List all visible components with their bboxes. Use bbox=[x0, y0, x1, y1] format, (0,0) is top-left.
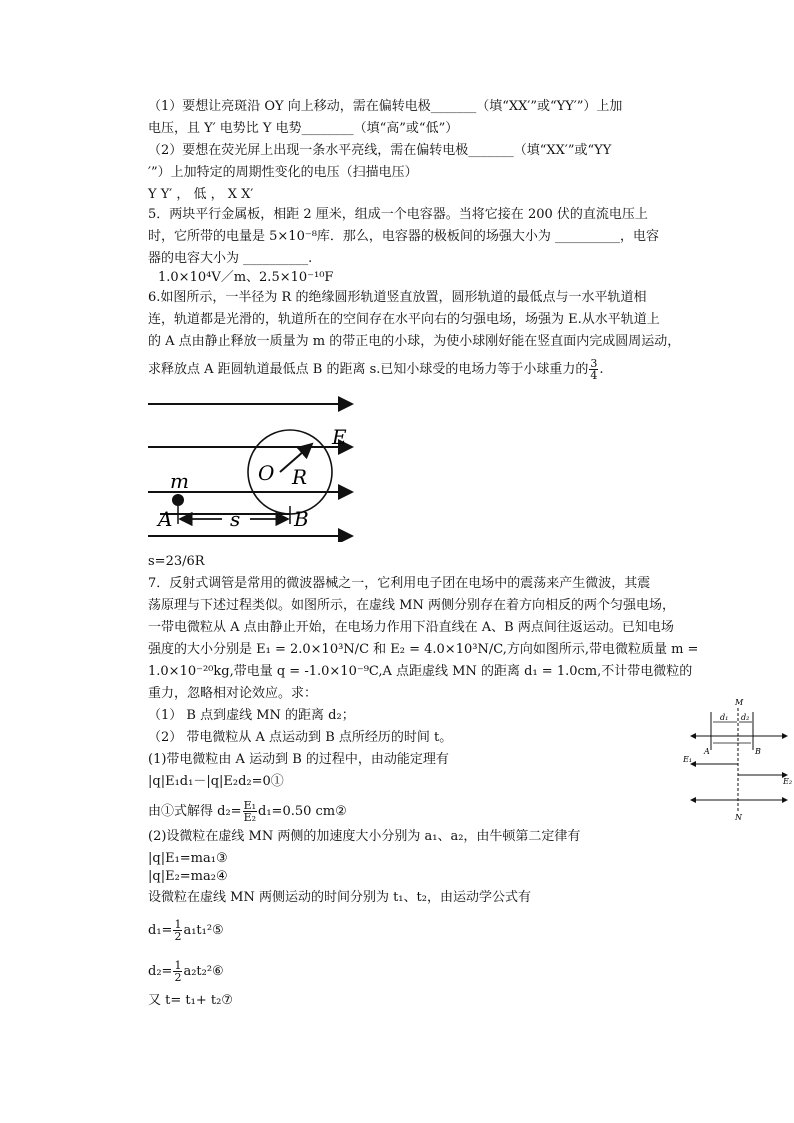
q7-sol3: 设微粒在虚线 MN 两侧运动的时间分别为 t₁、t₂，由运动学公式有 bbox=[148, 890, 531, 905]
q7-line4: 强度的大小分别是 E₁ = 2.0×10³N/C 和 E₂ = 4.0×10³N/C,方向如图所示,带电微粒质量 m = bbox=[148, 642, 699, 657]
q5-line3: 器的电容大小为 __________. bbox=[148, 251, 313, 266]
q-parta-answer: Y Y′ ， 低 ， X X′ bbox=[148, 187, 254, 202]
fraction-denominator: 2 bbox=[174, 930, 182, 943]
fraction-denominator: 4 bbox=[590, 369, 598, 382]
label-E: E bbox=[332, 425, 347, 449]
label-m: m bbox=[170, 469, 189, 493]
label-A: A bbox=[158, 507, 173, 531]
q-parta-line4: ′”）上加特定的周期性变化的电压（扫描电压） bbox=[148, 165, 418, 180]
eq5-prefix: d₁= bbox=[148, 923, 173, 938]
eq5-suffix: a₁t₁²⑤ bbox=[183, 923, 224, 938]
q6-line1: 6.如图所示，一半径为 R 的绝缘圆形轨道竖直放置，圆形轨道的最低点与一水平轨道相 bbox=[148, 290, 647, 305]
label-d1: d₁ bbox=[720, 713, 729, 722]
label-O: O bbox=[258, 461, 275, 485]
q7-eq1: |q|E₁d₁－|q|E₂d₂=0① bbox=[148, 774, 284, 789]
label-E2: E₂ bbox=[783, 777, 793, 786]
eq2-suffix: d₁=0.50 cm② bbox=[258, 804, 347, 819]
q6-line4 bbox=[148, 358, 604, 381]
q7-eq4: |q|E₂=ma₂④ bbox=[148, 869, 228, 884]
q-parta-line2: 电压，且 Y′ 电势比 Y 电势________（填“高”或“低”） bbox=[148, 121, 459, 136]
q6-answer: s=23/6R bbox=[148, 554, 205, 569]
q5-line1: 5．两块平行金属板，相距 2 厘米，组成一个电容器。当将它接在 200 伏的直流电压上 bbox=[148, 207, 648, 222]
q5-line2: 时，它所带的电量是 5×10⁻⁸库．那么，电容器的极板间的场强大小为 __________，电容 bbox=[148, 229, 660, 244]
q7-eq3: |q|E₁=ma₁③ bbox=[148, 851, 228, 866]
label-A: A bbox=[704, 747, 710, 756]
q7-line1: 7．反射式调管是常用的微波器械之一，它利用电子团在电场中的震荡来产生微波，其震 bbox=[148, 576, 651, 591]
fraction-three-quarters bbox=[589, 358, 598, 381]
q7-line5: 1.0×10⁻²⁰kg,带电量 q = -1.0×10⁻⁹C,A 点距虚线 MN 的距离 d₁ = 1.0cm,不计带电微粒的 bbox=[148, 664, 693, 679]
q-parta-line1: （1）要想让亮斑沿 OY 向上移动，需在偏转电极_______（填“XX′”或“YY′”）上加 bbox=[148, 99, 623, 114]
q7-line3: 一带电微粒从 A 点由静止开始，在电场力作用下沿直线在 A、B 两点间往返运动。已知电场 bbox=[148, 620, 674, 635]
eq6-suffix: a₂t₂²⑥ bbox=[183, 964, 224, 979]
fraction-numerator: E₁ bbox=[243, 799, 257, 812]
label-d2: d₂ bbox=[741, 713, 750, 722]
eq2-prefix: 由①式解得 d₂= bbox=[148, 804, 242, 819]
label-M: M bbox=[735, 698, 744, 707]
q-parta-line3: （2）要想在荧光屏上出现一条水平亮线，需在偏转电极_______（填“XX′”或“YY bbox=[148, 143, 612, 158]
q7-sub2: （2） 带电微粒从 A 点运动到 B 点所经历的时间 t。 bbox=[148, 730, 453, 745]
q7-sub1: （1） B 点到虚线 MN 的距离 d₂； bbox=[148, 708, 355, 723]
q7-sol2: (2)设微粒在虚线 MN 两侧的加速度大小分别为 a₁、a₂，由牛顿第二定律有 bbox=[148, 829, 581, 844]
fraction-numerator: 1 bbox=[174, 918, 182, 931]
q7-line6: 重力，忽略相对论效应。求： bbox=[148, 686, 318, 701]
q7-sol1: (1)带电微粒由 A 运动到 B 的过程中，由动能定理有 bbox=[148, 752, 449, 767]
q6-line4-end: . bbox=[599, 362, 604, 377]
q7-line2: 荡原理与下述过程类似。如图所示，在虚线 MN 两侧分别存在着方向相反的两个匀强电场， bbox=[148, 598, 675, 613]
label-B: B bbox=[294, 507, 309, 531]
q7-eq5 bbox=[148, 919, 224, 942]
field-region-figure bbox=[683, 696, 793, 822]
fraction-denominator: E₂ bbox=[243, 811, 257, 824]
label-E1: E₁ bbox=[683, 755, 693, 764]
fraction-numerator: 1 bbox=[174, 959, 182, 972]
label-B: B bbox=[755, 747, 761, 756]
q7-eq6 bbox=[148, 960, 224, 983]
fraction-numerator: 3 bbox=[590, 357, 598, 370]
fraction-one-half bbox=[173, 919, 182, 942]
fraction-denominator: 2 bbox=[174, 971, 182, 984]
fraction-e1-over-e2 bbox=[243, 800, 257, 823]
label-N: N bbox=[735, 813, 742, 822]
q7-eq7: 又 t= t₁+ t₂⑦ bbox=[148, 993, 233, 1008]
eq6-prefix: d₂= bbox=[148, 964, 173, 979]
charged-ball bbox=[172, 494, 184, 506]
fraction-one-half bbox=[173, 960, 182, 983]
q6-line4-text: 求释放点 A 距圆轨道最低点 B 的距离 s.已知小球受的电场力等于小球重力的 bbox=[148, 362, 589, 377]
label-s: s bbox=[230, 507, 241, 531]
q6-line3: 的 A 点由静止释放一质量为 m 的带正电的小球，为使小球刚好能在竖直面内完成圆周运动， bbox=[148, 334, 681, 349]
circular-track-figure bbox=[140, 392, 360, 542]
label-R: R bbox=[292, 465, 308, 489]
q5-answer: 1.0×10⁴V／m、2.5×10⁻¹⁰F bbox=[158, 270, 334, 285]
q6-line2: 连，轨道都是光滑的，轨道所在的空间存在水平向右的匀强电场，场强为 E.从水平轨道上 bbox=[148, 312, 660, 327]
q7-eq2 bbox=[148, 800, 347, 823]
